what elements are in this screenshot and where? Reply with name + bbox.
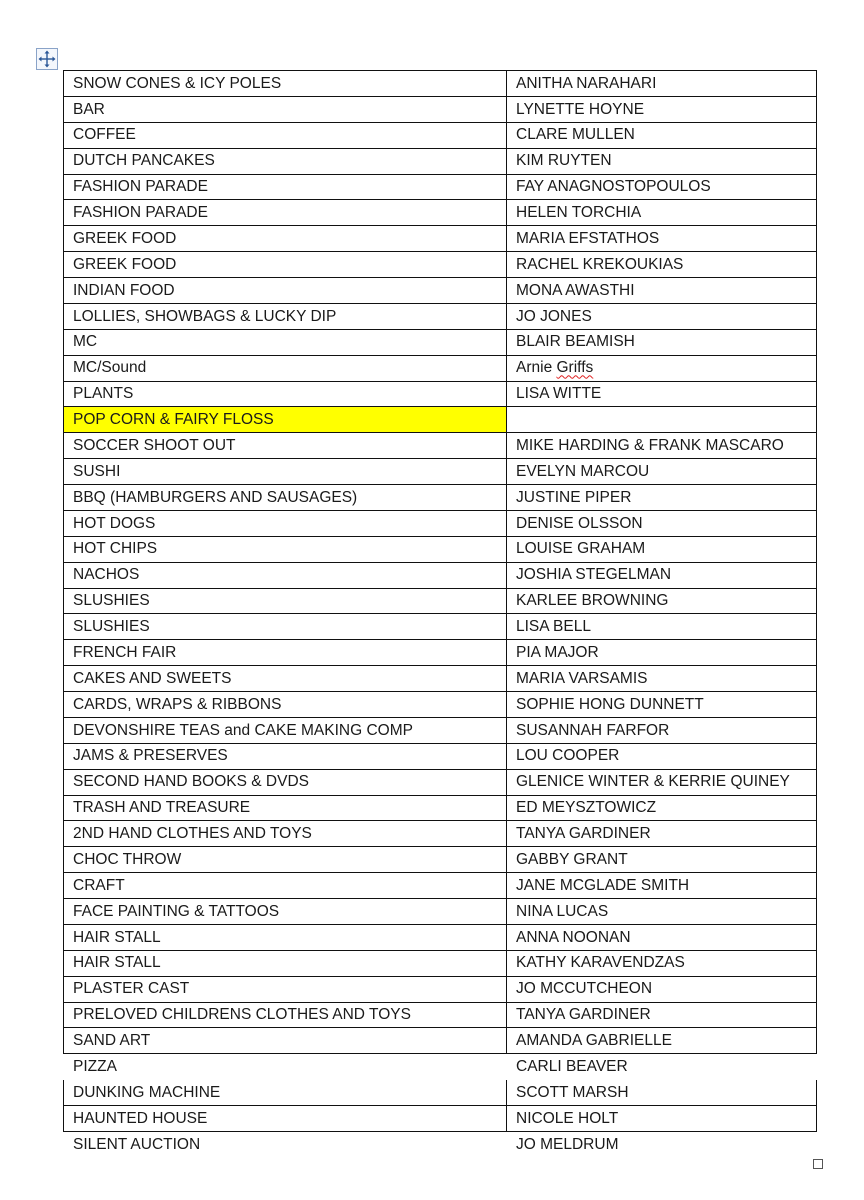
- table-row: [64, 226, 817, 252]
- volunteer-cell[interactable]: EVELYN MARCOU: [507, 459, 817, 485]
- table-row: [64, 743, 817, 769]
- table-row: [64, 717, 817, 743]
- volunteer-cell[interactable]: [507, 355, 817, 381]
- activity-cell[interactable]: DUTCH PANCAKES: [64, 148, 507, 174]
- volunteer-cell[interactable]: JANE MCGLADE SMITH: [507, 873, 817, 899]
- table-row: [64, 847, 817, 873]
- volunteer-cell[interactable]: DENISE OLSSON: [507, 510, 817, 536]
- activity-cell[interactable]: DEVONSHIRE TEAS and CAKE MAKING COMP: [64, 717, 507, 743]
- volunteer-roster-table: [63, 70, 817, 1158]
- volunteer-cell[interactable]: LISA WITTE: [507, 381, 817, 407]
- activity-cell[interactable]: INDIAN FOOD: [64, 278, 507, 304]
- table-row: [64, 355, 817, 381]
- table-row: [64, 640, 817, 666]
- activity-cell[interactable]: FASHION PARADE: [64, 200, 507, 226]
- volunteer-first-name: Arnie: [516, 359, 553, 377]
- table-row: [64, 433, 817, 459]
- table-row: [64, 303, 817, 329]
- table-row: [64, 588, 817, 614]
- table-row: [64, 666, 817, 692]
- volunteer-cell[interactable]: ANNA NOONAN: [507, 924, 817, 950]
- activity-cell[interactable]: NACHOS: [64, 562, 507, 588]
- activity-cell[interactable]: PRELOVED CHILDRENS CLOTHES AND TOYS: [64, 1002, 507, 1028]
- activity-cell[interactable]: MC: [64, 329, 507, 355]
- table-row: [64, 122, 817, 148]
- table-row: [64, 1080, 817, 1106]
- activity-cell[interactable]: CHOC THROW: [64, 847, 507, 873]
- volunteer-cell[interactable]: LYNETTE HOYNE: [507, 96, 817, 122]
- activity-cell[interactable]: BBQ (HAMBURGERS AND SAUSAGES): [64, 485, 507, 511]
- activity-cell[interactable]: JAMS & PRESERVES: [64, 743, 507, 769]
- table-row: [64, 148, 817, 174]
- activity-cell[interactable]: FASHION PARADE: [64, 174, 507, 200]
- table-move-handle-icon[interactable]: [36, 48, 58, 70]
- table-row: [64, 485, 817, 511]
- activity-cell[interactable]: HOT DOGS: [64, 510, 507, 536]
- table-row: [64, 821, 817, 847]
- activity-cell[interactable]: SAND ART: [64, 1028, 507, 1054]
- table-row: [64, 200, 817, 226]
- activity-cell[interactable]: SILENT AUCTION: [64, 1131, 507, 1157]
- table-row: [64, 381, 817, 407]
- activity-cell[interactable]: LOLLIES, SHOWBAGS & LUCKY DIP: [64, 303, 507, 329]
- table-row: [64, 795, 817, 821]
- volunteer-cell[interactable]: LOU COOPER: [507, 743, 817, 769]
- activity-cell[interactable]: BAR: [64, 96, 507, 122]
- volunteer-cell[interactable]: JO JONES: [507, 303, 817, 329]
- activity-cell[interactable]: TRASH AND TREASURE: [64, 795, 507, 821]
- volunteer-cell[interactable]: SOPHIE HONG DUNNETT: [507, 692, 817, 718]
- volunteer-cell[interactable]: JUSTINE PIPER: [507, 485, 817, 511]
- volunteer-cell[interactable]: BLAIR BEAMISH: [507, 329, 817, 355]
- activity-cell[interactable]: DUNKING MACHINE: [64, 1080, 507, 1106]
- activity-cell[interactable]: GREEK FOOD: [64, 226, 507, 252]
- activity-cell[interactable]: CAKES AND SWEETS: [64, 666, 507, 692]
- table-row: [64, 510, 817, 536]
- volunteer-cell[interactable]: MARIA EFSTATHOS: [507, 226, 817, 252]
- table-row: [64, 950, 817, 976]
- activity-cell-highlighted[interactable]: POP CORN & FAIRY FLOSS: [64, 407, 507, 433]
- table-row: [64, 1106, 817, 1132]
- volunteer-cell[interactable]: MIKE HARDING & FRANK MASCARO: [507, 433, 817, 459]
- activity-cell[interactable]: MC/Sound: [64, 355, 507, 381]
- volunteer-cell[interactable]: LOUISE GRAHAM: [507, 536, 817, 562]
- table-row-unbordered: [64, 1054, 817, 1080]
- activity-cell[interactable]: FRENCH FAIR: [64, 640, 507, 666]
- activity-cell[interactable]: SLUSHIES: [64, 588, 507, 614]
- table-row: [64, 1028, 817, 1054]
- end-of-table-mark-icon[interactable]: [813, 1159, 823, 1169]
- activity-cell[interactable]: SECOND HAND BOOKS & DVDS: [64, 769, 507, 795]
- volunteer-cell[interactable]: CLARE MULLEN: [507, 122, 817, 148]
- volunteer-cell[interactable]: RACHEL KREKOUKIAS: [507, 252, 817, 278]
- volunteer-cell[interactable]: TANYA GARDINER: [507, 821, 817, 847]
- table-row: [64, 614, 817, 640]
- volunteer-cell[interactable]: ANITHA NARAHARI: [507, 71, 817, 97]
- volunteer-cell[interactable]: JO MELDRUM: [507, 1131, 817, 1157]
- volunteer-cell-empty[interactable]: [507, 407, 817, 433]
- volunteer-cell[interactable]: GABBY GRANT: [507, 847, 817, 873]
- activity-cell[interactable]: COFFEE: [64, 122, 507, 148]
- volunteer-cell[interactable]: MARIA VARSAMIS: [507, 666, 817, 692]
- volunteer-cell[interactable]: NINA LUCAS: [507, 899, 817, 925]
- table-row-last: [64, 1131, 817, 1157]
- volunteer-cell[interactable]: LISA BELL: [507, 614, 817, 640]
- activity-cell[interactable]: SOCCER SHOOT OUT: [64, 433, 507, 459]
- activity-cell[interactable]: FACE PAINTING & TATTOOS: [64, 899, 507, 925]
- volunteer-cell[interactable]: FAY ANAGNOSTOPOULOS: [507, 174, 817, 200]
- table-row: [64, 278, 817, 304]
- table-row: [64, 329, 817, 355]
- table-row: [64, 769, 817, 795]
- table-row: [64, 96, 817, 122]
- table-row: [64, 459, 817, 485]
- table-row: [64, 252, 817, 278]
- activity-cell[interactable]: HAIR STALL: [64, 950, 507, 976]
- volunteer-cell[interactable]: GLENICE WINTER & KERRIE QUINEY: [507, 769, 817, 795]
- volunteer-cell[interactable]: SCOTT MARSH: [507, 1080, 817, 1106]
- activity-cell[interactable]: 2ND HAND CLOTHES AND TOYS: [64, 821, 507, 847]
- volunteer-cell[interactable]: NICOLE HOLT: [507, 1106, 817, 1132]
- table-row: [64, 692, 817, 718]
- volunteer-cell[interactable]: JOSHIA STEGELMAN: [507, 562, 817, 588]
- volunteer-cell[interactable]: KARLEE BROWNING: [507, 588, 817, 614]
- spelling-error-word[interactable]: Griffs: [556, 359, 594, 377]
- volunteer-cell[interactable]: KATHY KARAVENDZAS: [507, 950, 817, 976]
- table-row: [64, 71, 817, 97]
- volunteer-cell[interactable]: HELEN TORCHIA: [507, 200, 817, 226]
- volunteer-cell[interactable]: KIM RUYTEN: [507, 148, 817, 174]
- table-row: [64, 873, 817, 899]
- activity-cell[interactable]: SUSHI: [64, 459, 507, 485]
- volunteer-cell[interactable]: JO MCCUTCHEON: [507, 976, 817, 1002]
- activity-cell[interactable]: SLUSHIES: [64, 614, 507, 640]
- activity-cell[interactable]: HOT CHIPS: [64, 536, 507, 562]
- volunteer-cell[interactable]: SUSANNAH FARFOR: [507, 717, 817, 743]
- activity-cell[interactable]: PLASTER CAST: [64, 976, 507, 1002]
- volunteer-cell[interactable]: AMANDA GABRIELLE: [507, 1028, 817, 1054]
- table-row: [64, 976, 817, 1002]
- volunteer-cell[interactable]: MONA AWASTHI: [507, 278, 817, 304]
- activity-cell[interactable]: GREEK FOOD: [64, 252, 507, 278]
- highlighted-table-row: [64, 407, 817, 433]
- volunteer-cell[interactable]: CARLI BEAVER: [516, 1057, 628, 1075]
- table-row: [64, 562, 817, 588]
- table-row: [64, 899, 817, 925]
- volunteer-cell[interactable]: ED MEYSZTOWICZ: [507, 795, 817, 821]
- activity-cell[interactable]: PIZZA: [73, 1057, 117, 1075]
- table-row: [64, 1002, 817, 1028]
- activity-cell[interactable]: SNOW CONES & ICY POLES: [64, 71, 507, 97]
- volunteer-cell[interactable]: PIA MAJOR: [507, 640, 817, 666]
- table-row: [64, 924, 817, 950]
- activity-cell[interactable]: CRAFT: [64, 873, 507, 899]
- volunteer-cell[interactable]: TANYA GARDINER: [507, 1002, 817, 1028]
- activity-cell[interactable]: HAUNTED HOUSE: [64, 1106, 507, 1132]
- activity-cell[interactable]: PLANTS: [64, 381, 507, 407]
- activity-cell[interactable]: CARDS, WRAPS & RIBBONS: [64, 692, 507, 718]
- table-row: [64, 174, 817, 200]
- activity-cell[interactable]: HAIR STALL: [64, 924, 507, 950]
- table-row: [64, 536, 817, 562]
